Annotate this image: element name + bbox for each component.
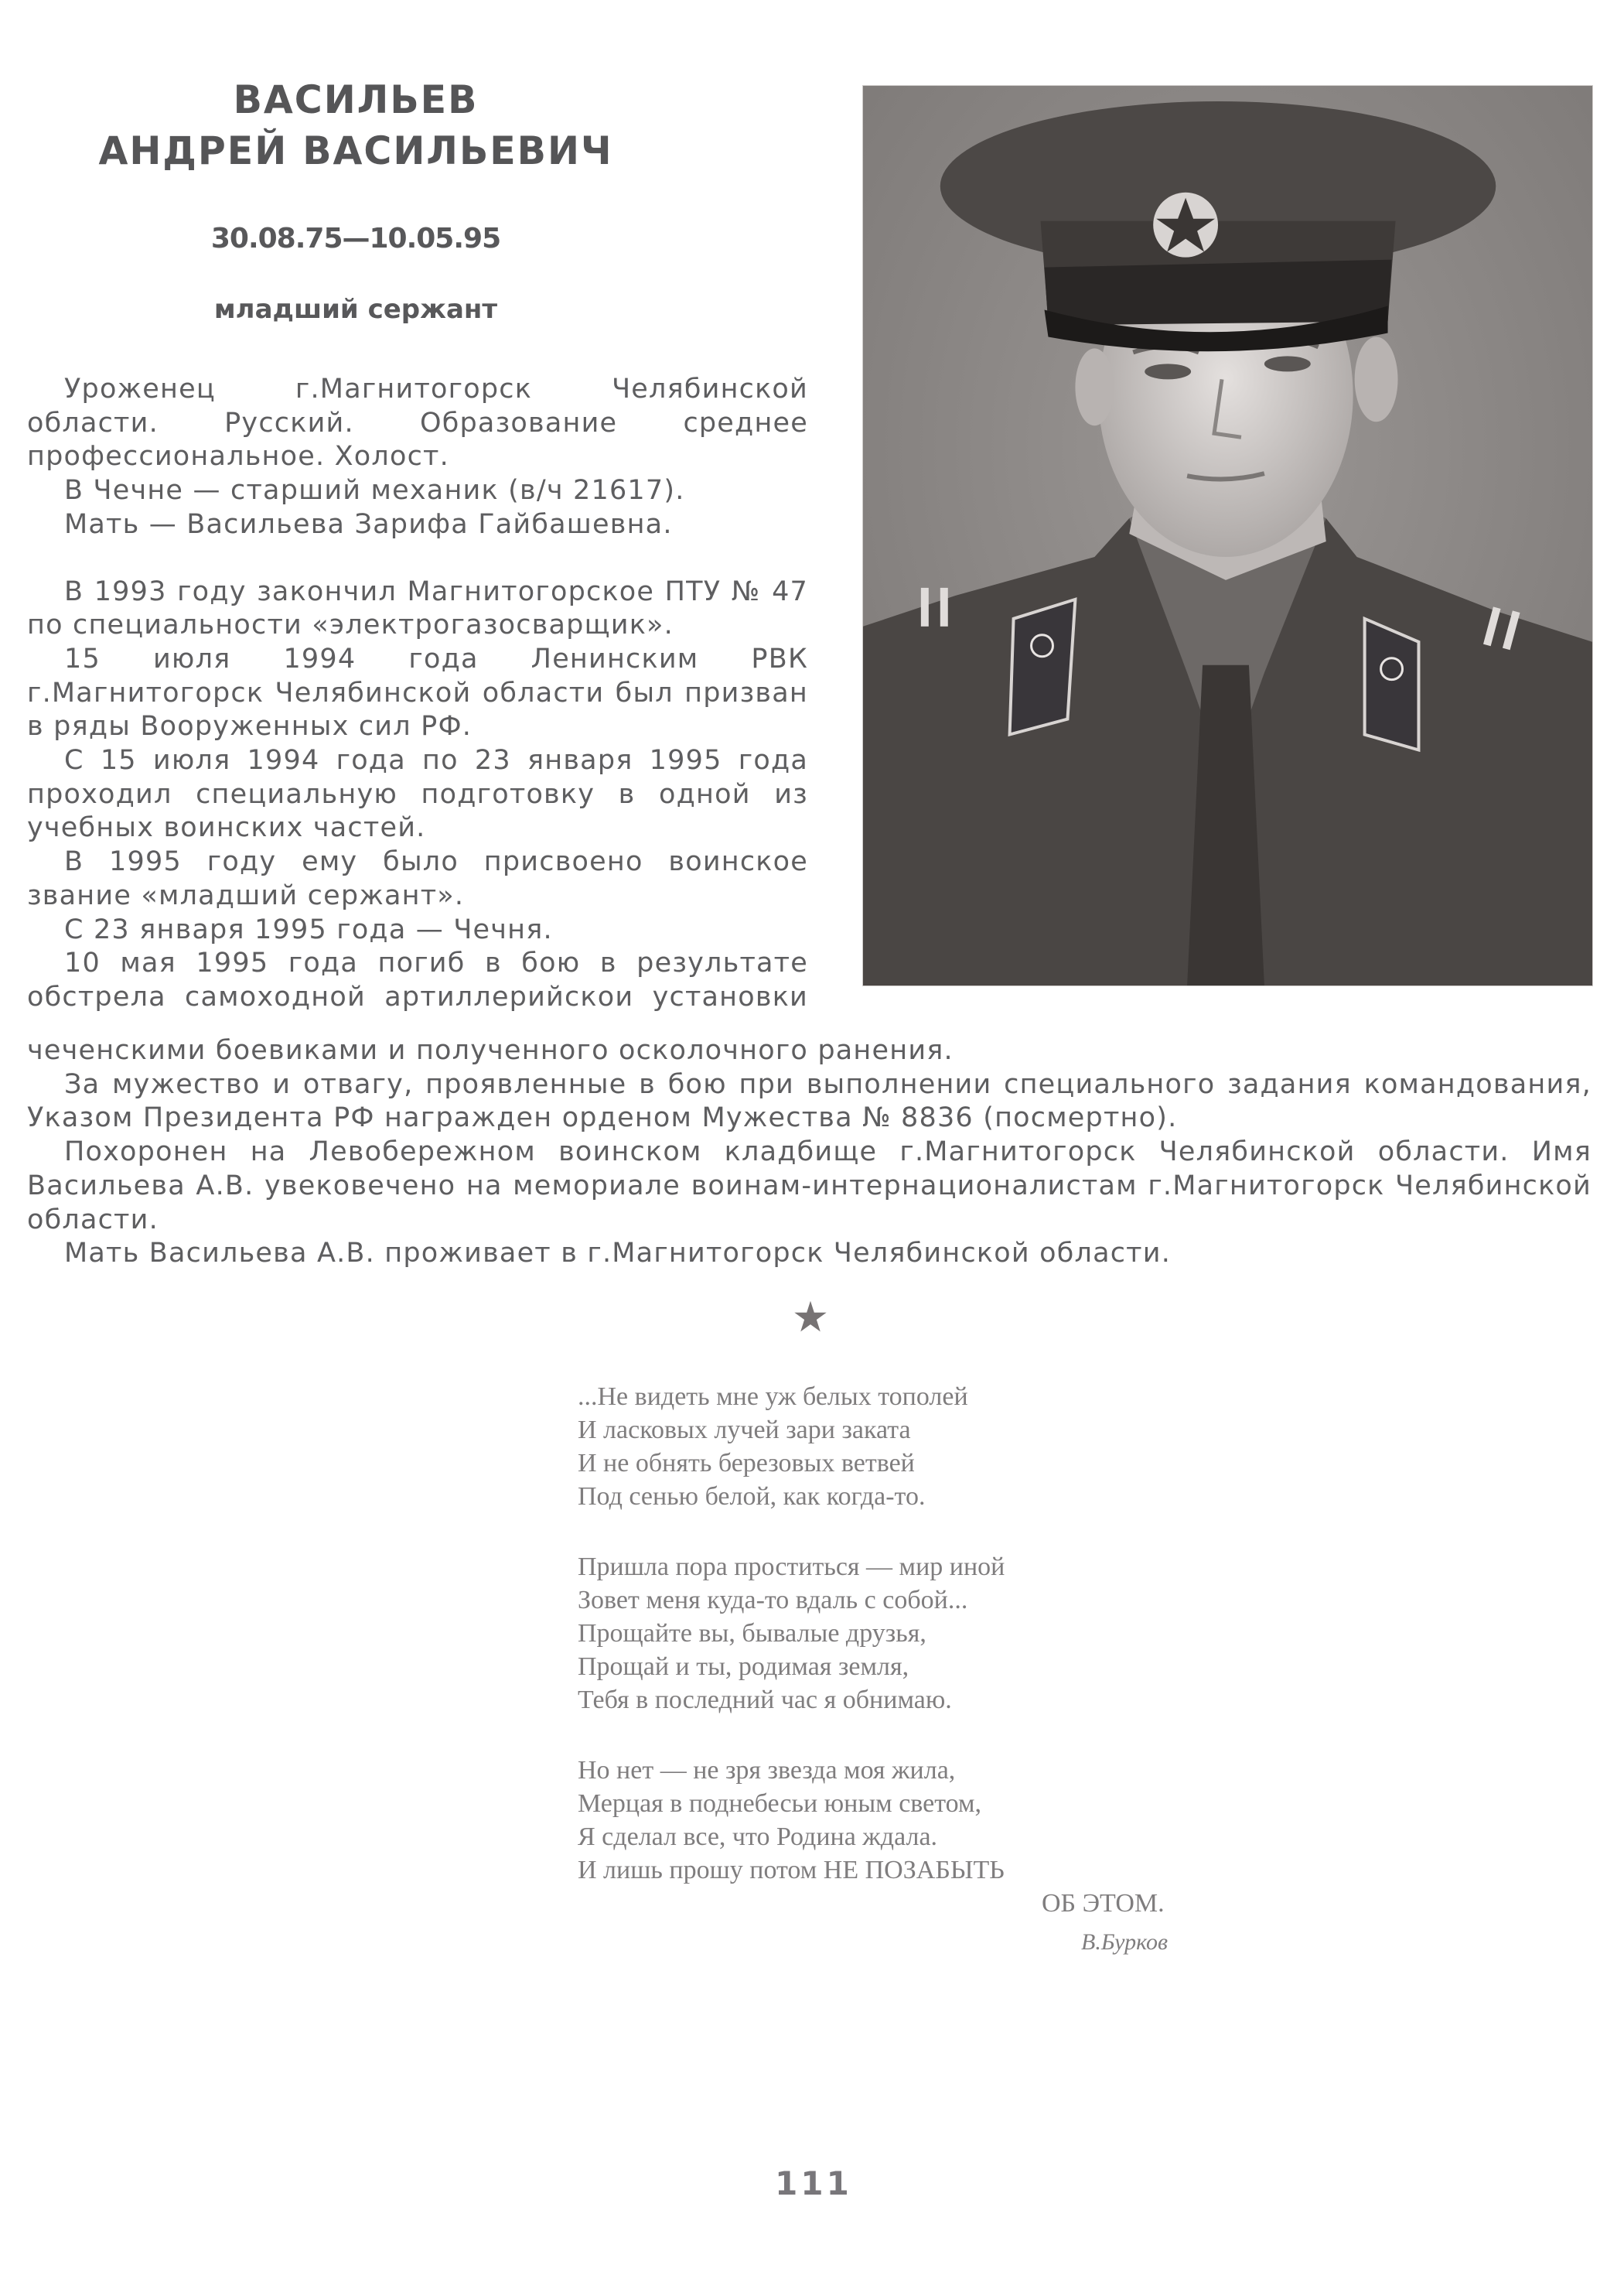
paragraph-gap: [27, 542, 808, 576]
poem-line: Прощайте вы, бывалые друзья,: [578, 1619, 926, 1648]
name-patronymic: АНДРЕЙ ВАСИЛЬЕВИЧ: [98, 128, 613, 173]
poem-line: И лишь прошу потом НЕ ПОЗАБЫТЬ: [578, 1856, 1005, 1884]
poem-line: ...Не видеть мне уж белых тополей: [578, 1382, 968, 1411]
poem-line: Но нет — не зря звезда моя жила,: [578, 1756, 956, 1785]
poem-line: Тебя в последний час я обнимаю.: [578, 1686, 952, 1714]
poem-line: Прощай и ты, родимая земля,: [578, 1652, 909, 1681]
life-dates: 30.08.75—10.05.95: [210, 223, 501, 255]
poem-stanza: [578, 1754, 1165, 1920]
poem-line: Зовет меня куда-то вдаль с собой...: [578, 1586, 968, 1614]
bio-paragraph: Уроженец г.Магнитогорск Челябинской области. Русский. Образование среднее профессиональное. Холост.: [27, 374, 808, 473]
person-name-heading: [46, 74, 665, 176]
soldier-portrait-image: [863, 86, 1592, 986]
bio-paragraph: Мать — Васильева Зарифа Гайбашевна.: [64, 508, 673, 540]
surname: ВАСИЛЬЕВ: [233, 77, 479, 122]
biography-left-column: [27, 373, 808, 1015]
bio-paragraph: С 15 июля 1994 года по 23 января 1995 года проходил специальную подготовку в одной из учебных воинских частей.: [27, 745, 808, 844]
bio-paragraph: В Чечне — старший механик (в/ч 21617).: [64, 475, 685, 507]
bio-paragraph: 15 июля 1994 года Ленинским РВК г.Магнитогорск Челябинской области был призван в ряды Вооруженных сил РФ.: [27, 643, 808, 743]
bio-paragraph: В 1995 году ему было присвоено воинское звание «младший сержант».: [27, 846, 808, 911]
bio-paragraph: 10 мая 1995 года погиб в бою в результате обстрела самоходной артиллерийскои установки: [27, 948, 808, 1013]
poem-closing-line: ОБ ЭТОМ.: [1042, 1889, 1165, 1918]
bio-paragraph: чеченскими боевиками и полученного осколочного ранения.: [27, 1035, 954, 1066]
poem-line: Я сделал все, что Родина ждала.: [578, 1823, 938, 1851]
poem-line: Под сенью белой, как когда-то.: [578, 1482, 926, 1511]
military-rank: младший сержант: [213, 294, 498, 325]
poem-line: Мерцая в поднебесьи юным светом,: [578, 1789, 982, 1818]
biography-full-width: [27, 1034, 1592, 1271]
bio-paragraph: В 1993 году закончил Магнитогорское ПТУ № 47 по специальности «электрогазосварщик».: [27, 576, 808, 641]
poem-stanza: [578, 1550, 1165, 1717]
portrait-photo: [862, 85, 1593, 986]
memorial-poem: [578, 1380, 1165, 1920]
bio-paragraph: Мать Васильева А.В. проживает в г.Магнитогорск Челябинской области.: [64, 1238, 1172, 1269]
bio-paragraph: Похоронен на Левобережном воинском кладбище г.Магнитогорск Челябинской области. Имя Васильева А.В. увековечено на мемориале воинам-интернационалистам г.Магнитогорск Челябинской области.: [27, 1136, 1592, 1235]
page-number: 111: [775, 2164, 852, 2202]
poem-line: И не обнять березовых ветвей: [578, 1449, 915, 1477]
poem-stanza: [578, 1380, 1165, 1513]
poem-author: В.Бурков: [1081, 1929, 1168, 1955]
poem-line: И ласковых лучей зари заката: [578, 1416, 911, 1444]
bio-paragraph: С 23 января 1995 года — Чечня.: [64, 914, 553, 945]
bio-paragraph: За мужество и отвагу, проявленные в бою при выполнении специального задания командования, Указом Президента РФ награжден орденом Мужества № 8836 (посмертно).: [27, 1068, 1592, 1134]
star-icon: [793, 1300, 827, 1334]
poem-line: Пришла пора проститься — мир иной: [578, 1553, 1005, 1581]
